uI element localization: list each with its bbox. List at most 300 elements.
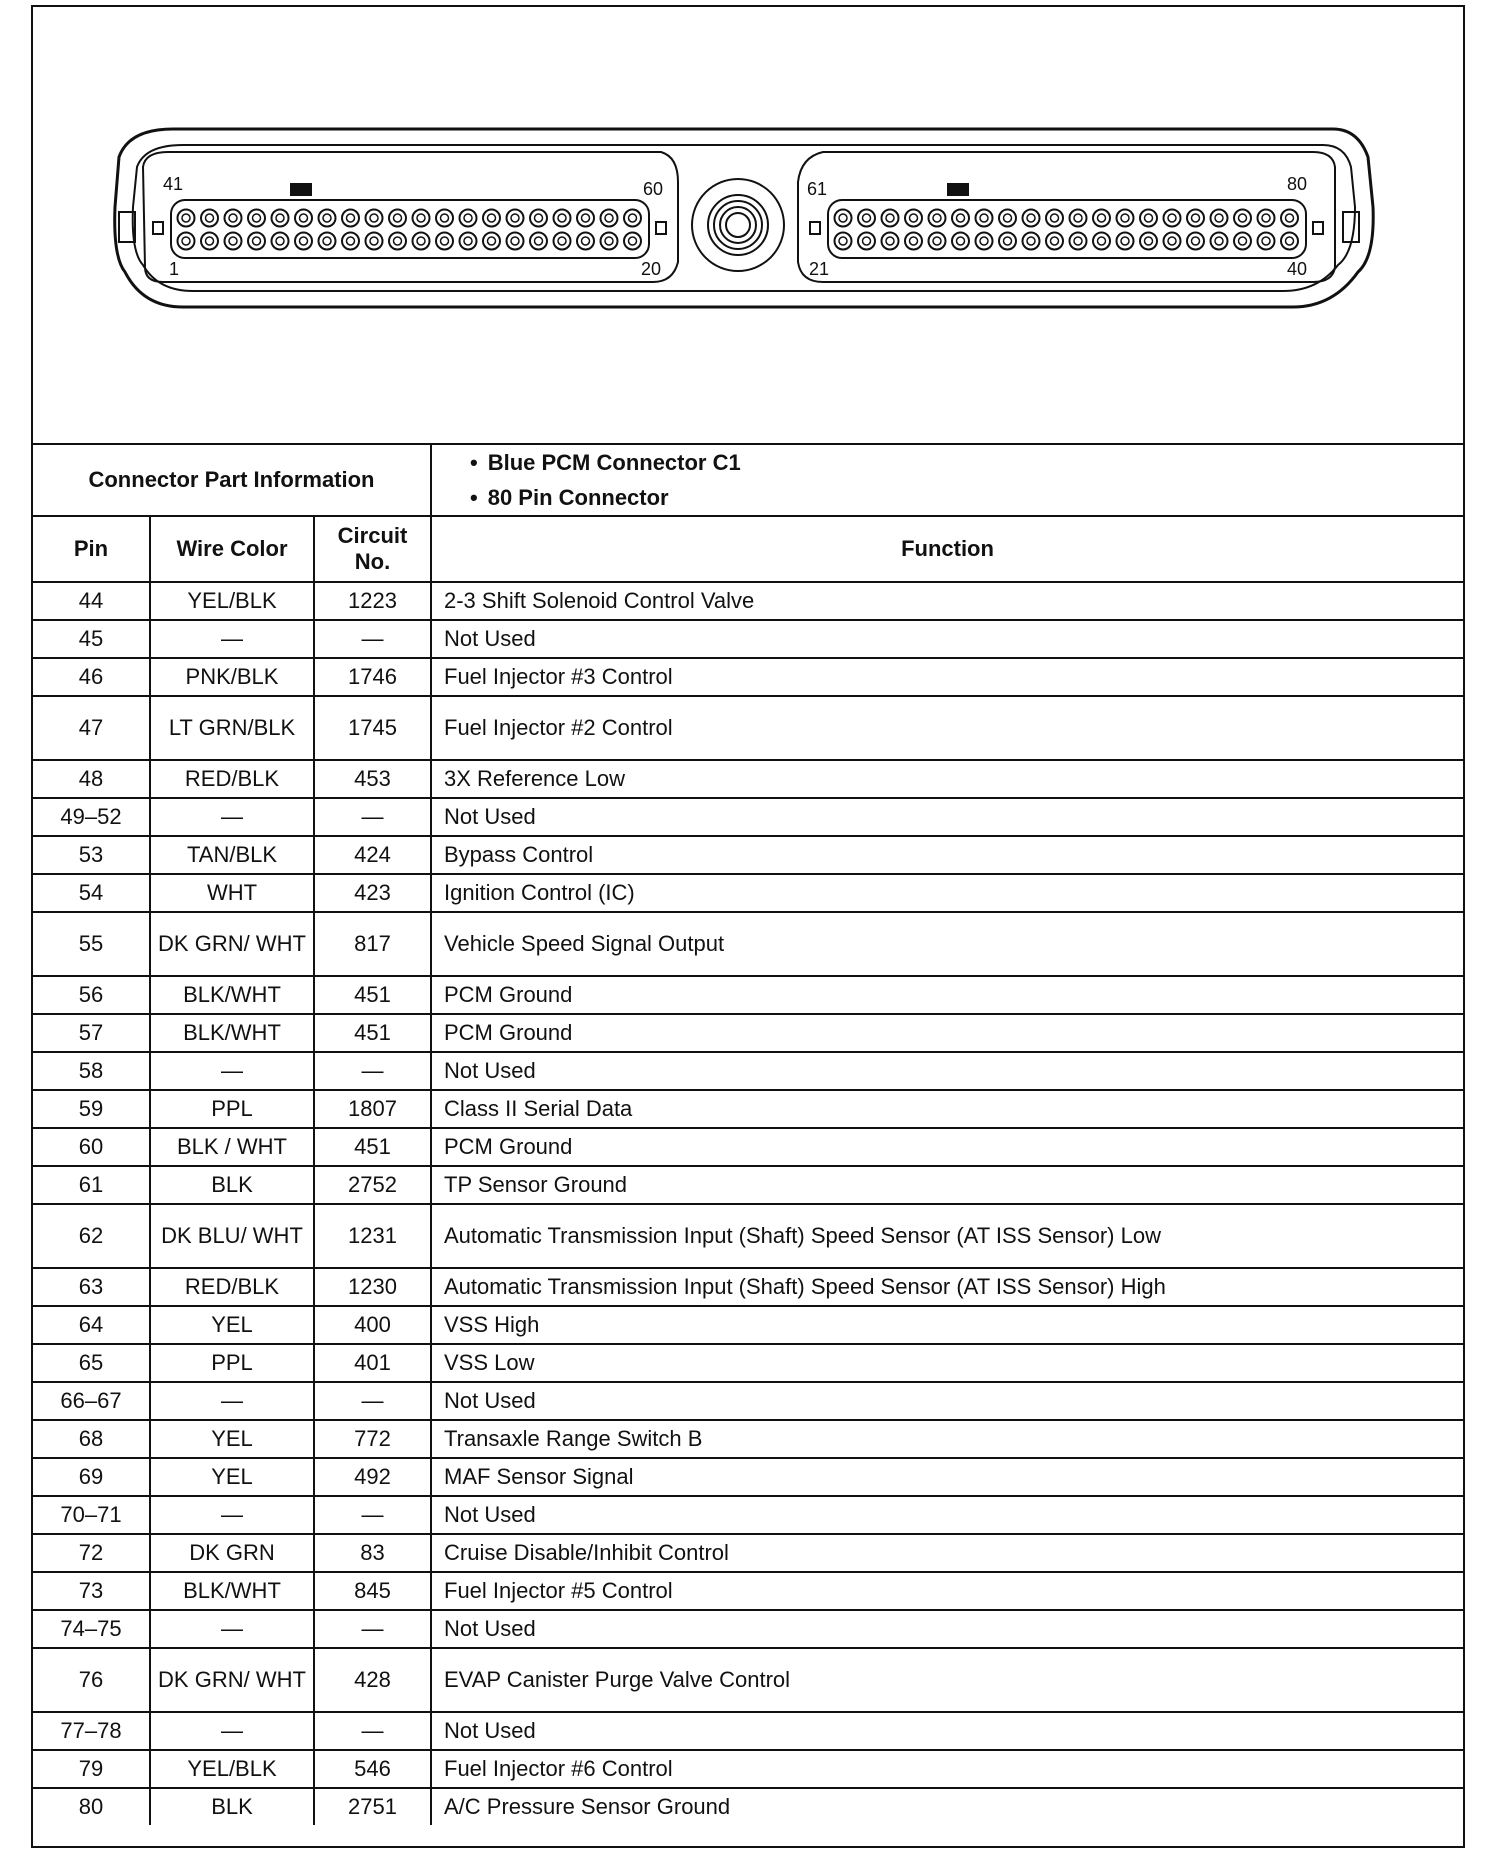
pin-label-41: 41 — [163, 174, 184, 194]
pin-socket-inner — [910, 214, 918, 222]
function-cell: 3X Reference Low — [431, 760, 1463, 798]
pin-socket — [295, 233, 312, 250]
pin-cell: 64 — [33, 1306, 150, 1344]
pin-socket-inner — [417, 214, 425, 222]
wire-color-cell: PNK/BLK — [150, 658, 314, 696]
pin-socket — [858, 233, 875, 250]
pin-socket-inner — [863, 214, 871, 222]
pin-cell: 55 — [33, 912, 150, 976]
function-cell: Transaxle Range Switch B — [431, 1420, 1463, 1458]
table-row — [33, 1750, 1463, 1788]
pin-socket — [929, 210, 946, 227]
pin-socket-inner — [582, 237, 590, 245]
pin-label-1: 1 — [169, 259, 180, 279]
circuit-cell: — — [314, 1610, 431, 1648]
pin-socket-inner — [370, 214, 378, 222]
pin-socket — [1070, 233, 1087, 250]
function-cell: Not Used — [431, 620, 1463, 658]
pin-socket — [319, 210, 336, 227]
table-row — [33, 1014, 1463, 1052]
circuit-cell: 1230 — [314, 1268, 431, 1306]
pin-socket — [342, 233, 359, 250]
pin-socket-inner — [229, 214, 237, 222]
pin-socket — [976, 233, 993, 250]
function-cell: TP Sensor Ground — [431, 1166, 1463, 1204]
pin-socket-inner — [886, 237, 894, 245]
pin-socket — [389, 210, 406, 227]
pin-socket-inner — [323, 237, 331, 245]
circuit-cell: — — [314, 1052, 431, 1090]
function-cell: Ignition Control (IC) — [431, 874, 1463, 912]
pin-socket — [413, 233, 430, 250]
pin-socket — [1093, 210, 1110, 227]
circuit-cell: — — [314, 1712, 431, 1750]
wire-color-cell: YEL — [150, 1458, 314, 1496]
function-cell: Not Used — [431, 1382, 1463, 1420]
pin-socket — [460, 233, 477, 250]
part-info-label: Connector Part Information — [33, 444, 431, 516]
pin-socket — [272, 233, 289, 250]
pin-cell: 68 — [33, 1420, 150, 1458]
circuit-cell: — — [314, 620, 431, 658]
circuit-cell: 1231 — [314, 1204, 431, 1268]
pin-socket-inner — [253, 237, 261, 245]
pinout-table — [33, 443, 1463, 1825]
wire-color-cell: PPL — [150, 1344, 314, 1382]
table-row — [33, 1496, 1463, 1534]
wire-color-cell: DK BLU/ WHT — [150, 1204, 314, 1268]
pin-socket — [1258, 233, 1275, 250]
table-row — [33, 582, 1463, 620]
pin-cell: 65 — [33, 1344, 150, 1382]
pin-socket-inner — [182, 214, 190, 222]
pin-socket-inner — [535, 237, 543, 245]
pin-cell: 77–78 — [33, 1712, 150, 1750]
circuit-cell: 424 — [314, 836, 431, 874]
circuit-cell: 1807 — [314, 1090, 431, 1128]
pin-socket-inner — [300, 214, 308, 222]
pin-socket — [601, 233, 618, 250]
pin-socket-inner — [1051, 237, 1059, 245]
pin-socket-inner — [253, 214, 261, 222]
circuit-cell: — — [314, 1496, 431, 1534]
pin-socket — [319, 233, 336, 250]
pin-socket-inner — [1286, 237, 1294, 245]
pin-socket-inner — [558, 214, 566, 222]
pin-socket-inner — [1262, 214, 1270, 222]
pin-socket — [858, 210, 875, 227]
pin-cell: 62 — [33, 1204, 150, 1268]
pin-socket — [1234, 233, 1251, 250]
circuit-cell: — — [314, 798, 431, 836]
pin-socket-inner — [1239, 214, 1247, 222]
connector-illustration — [33, 7, 1463, 443]
part-info-row — [33, 444, 1463, 516]
pin-socket — [624, 233, 641, 250]
pin-cell: 70–71 — [33, 1496, 150, 1534]
pin-cell: 76 — [33, 1648, 150, 1712]
pin-socket — [1093, 233, 1110, 250]
pin-socket-inner — [464, 214, 472, 222]
pin-socket-inner — [1121, 214, 1129, 222]
function-cell: Not Used — [431, 1052, 1463, 1090]
wire-color-cell: — — [150, 1382, 314, 1420]
pin-socket — [295, 210, 312, 227]
table-row — [33, 1712, 1463, 1750]
pin-cell: 44 — [33, 582, 150, 620]
pin-socket — [1023, 233, 1040, 250]
circuit-cell: 451 — [314, 1128, 431, 1166]
circuit-cell: 1745 — [314, 696, 431, 760]
pin-socket-inner — [511, 237, 519, 245]
circuit-cell: 1223 — [314, 582, 431, 620]
function-cell: Fuel Injector #3 Control — [431, 658, 1463, 696]
pin-socket — [225, 233, 242, 250]
pin-socket-inner — [957, 214, 965, 222]
pin-socket — [976, 210, 993, 227]
function-cell: PCM Ground — [431, 1128, 1463, 1166]
function-cell: A/C Pressure Sensor Ground — [431, 1788, 1463, 1825]
circuit-cell: 451 — [314, 976, 431, 1014]
part-info-item: • 80 Pin Connector — [470, 480, 1463, 515]
pin-cell: 49–52 — [33, 798, 150, 836]
pin-socket-inner — [1074, 237, 1082, 245]
connector-diagram — [33, 7, 1463, 445]
pin-socket — [929, 233, 946, 250]
pin-socket — [1140, 233, 1157, 250]
pin-socket — [366, 233, 383, 250]
header-circuit-line1: Circuit — [337, 523, 408, 548]
pin-socket — [577, 233, 594, 250]
table-row — [33, 1128, 1463, 1166]
pin-socket — [389, 233, 406, 250]
pin-socket-inner — [933, 214, 941, 222]
wire-color-cell: DK GRN — [150, 1534, 314, 1572]
table-row — [33, 1788, 1463, 1825]
header-pin: Pin — [33, 516, 150, 582]
pin-socket-inner — [347, 237, 355, 245]
pin-socket — [248, 210, 265, 227]
connector-document — [31, 5, 1465, 1848]
function-cell: 2-3 Shift Solenoid Control Valve — [431, 582, 1463, 620]
pin-cell: 57 — [33, 1014, 150, 1052]
wire-color-cell: BLK — [150, 1788, 314, 1825]
wire-color-cell: BLK / WHT — [150, 1128, 314, 1166]
function-cell: Automatic Transmission Input (Shaft) Speed Sensor (AT ISS Sensor) High — [431, 1268, 1463, 1306]
pin-cell: 80 — [33, 1788, 150, 1825]
pin-socket — [1070, 210, 1087, 227]
circuit-cell: 400 — [314, 1306, 431, 1344]
pin-socket-inner — [605, 214, 613, 222]
pin-socket-inner — [1192, 214, 1200, 222]
pin-socket — [436, 210, 453, 227]
wire-color-cell: RED/BLK — [150, 760, 314, 798]
pin-socket — [436, 233, 453, 250]
pin-socket-inner — [394, 214, 402, 222]
pin-socket-inner — [1192, 237, 1200, 245]
pin-socket-inner — [1239, 237, 1247, 245]
pin-socket — [1140, 210, 1157, 227]
table-row — [33, 620, 1463, 658]
table-row — [33, 1572, 1463, 1610]
pin-socket — [835, 233, 852, 250]
pin-socket-inner — [629, 237, 637, 245]
wire-color-cell: DK GRN/ WHT — [150, 1648, 314, 1712]
pin-cell: 74–75 — [33, 1610, 150, 1648]
pin-socket — [413, 210, 430, 227]
pin-socket — [530, 210, 547, 227]
circuit-cell: 401 — [314, 1344, 431, 1382]
header-wire-color: Wire Color — [150, 516, 314, 582]
wire-color-cell: DK GRN/ WHT — [150, 912, 314, 976]
pin-socket-inner — [1121, 237, 1129, 245]
pin-socket-inner — [1098, 214, 1106, 222]
pin-cell: 47 — [33, 696, 150, 760]
pin-cell: 58 — [33, 1052, 150, 1090]
pin-socket-inner — [980, 237, 988, 245]
wire-color-cell: BLK/WHT — [150, 1014, 314, 1052]
table-row — [33, 912, 1463, 976]
pin-socket-inner — [629, 214, 637, 222]
pin-socket — [248, 233, 265, 250]
pin-socket — [483, 210, 500, 227]
circuit-cell: 546 — [314, 1750, 431, 1788]
wire-color-cell: — — [150, 1712, 314, 1750]
pin-label-60: 60 — [643, 179, 664, 199]
table-row — [33, 1382, 1463, 1420]
wire-color-cell: TAN/BLK — [150, 836, 314, 874]
function-cell: Bypass Control — [431, 836, 1463, 874]
pin-socket — [1187, 210, 1204, 227]
table-row — [33, 1420, 1463, 1458]
pin-socket — [1187, 233, 1204, 250]
pin-socket — [882, 233, 899, 250]
pin-socket-inner — [886, 214, 894, 222]
pin-cell: 72 — [33, 1534, 150, 1572]
function-cell: Vehicle Speed Signal Output — [431, 912, 1463, 976]
pin-socket — [178, 210, 195, 227]
pin-socket — [952, 210, 969, 227]
function-cell: VSS Low — [431, 1344, 1463, 1382]
wire-color-cell: YEL — [150, 1420, 314, 1458]
pin-socket-inner — [276, 214, 284, 222]
pin-socket-inner — [1145, 237, 1153, 245]
pinout-rows — [33, 582, 1463, 1825]
circuit-cell: — — [314, 1382, 431, 1420]
pin-socket — [1281, 210, 1298, 227]
wire-color-cell: — — [150, 1052, 314, 1090]
pin-label-21: 21 — [809, 259, 830, 279]
pin-socket-inner — [323, 214, 331, 222]
wire-color-cell: YEL — [150, 1306, 314, 1344]
function-cell: Automatic Transmission Input (Shaft) Speed Sensor (AT ISS Sensor) Low — [431, 1204, 1463, 1268]
circuit-cell: 428 — [314, 1648, 431, 1712]
pin-socket-inner — [511, 214, 519, 222]
table-row — [33, 1306, 1463, 1344]
pin-socket-inner — [370, 237, 378, 245]
circuit-cell: 1746 — [314, 658, 431, 696]
wire-color-cell: BLK — [150, 1166, 314, 1204]
pin-socket-inner — [1215, 237, 1223, 245]
pin-socket — [1164, 233, 1181, 250]
table-row — [33, 1204, 1463, 1268]
pin-socket-inner — [1168, 214, 1176, 222]
part-info-list — [431, 444, 1463, 516]
pin-socket — [601, 210, 618, 227]
pin-socket — [507, 210, 524, 227]
circuit-cell: 453 — [314, 760, 431, 798]
pin-socket-inner — [910, 237, 918, 245]
pin-socket — [483, 233, 500, 250]
pin-socket — [577, 210, 594, 227]
pin-socket — [1023, 210, 1040, 227]
function-cell: MAF Sensor Signal — [431, 1458, 1463, 1496]
pin-label-80: 80 — [1287, 174, 1308, 194]
function-cell: Fuel Injector #5 Control — [431, 1572, 1463, 1610]
table-header — [33, 516, 1463, 582]
pin-socket-inner — [1027, 237, 1035, 245]
circuit-cell: 817 — [314, 912, 431, 976]
pin-socket — [1164, 210, 1181, 227]
pin-cell: 53 — [33, 836, 150, 874]
pin-socket — [1234, 210, 1251, 227]
pin-socket-inner — [839, 214, 847, 222]
pin-socket — [624, 210, 641, 227]
function-cell: Not Used — [431, 1712, 1463, 1750]
pin-socket-inner — [1098, 237, 1106, 245]
pin-socket — [1211, 233, 1228, 250]
pin-socket-inner — [839, 237, 847, 245]
table-row — [33, 1610, 1463, 1648]
pin-socket-inner — [229, 237, 237, 245]
function-cell: Not Used — [431, 798, 1463, 836]
pin-socket — [272, 210, 289, 227]
pin-label-20: 20 — [641, 259, 662, 279]
pin-cell: 63 — [33, 1268, 150, 1306]
wire-color-cell: YEL/BLK — [150, 582, 314, 620]
pin-socket-inner — [605, 237, 613, 245]
circuit-cell: 423 — [314, 874, 431, 912]
function-cell: PCM Ground — [431, 1014, 1463, 1052]
pin-socket-inner — [1215, 214, 1223, 222]
pin-cell: 60 — [33, 1128, 150, 1166]
table-row — [33, 696, 1463, 760]
pin-socket-inner — [535, 214, 543, 222]
pin-socket-inner — [1286, 214, 1294, 222]
function-cell: PCM Ground — [431, 976, 1463, 1014]
pin-socket — [1117, 233, 1134, 250]
header-circuit — [314, 516, 431, 582]
pin-socket-inner — [441, 214, 449, 222]
pin-cell: 54 — [33, 874, 150, 912]
table-row — [33, 874, 1463, 912]
pin-socket-inner — [957, 237, 965, 245]
pin-socket — [507, 233, 524, 250]
pin-socket-inner — [488, 214, 496, 222]
pin-socket-inner — [394, 237, 402, 245]
part-info-item: • Blue PCM Connector C1 — [470, 445, 1463, 480]
wire-color-cell: — — [150, 798, 314, 836]
pin-cell: 73 — [33, 1572, 150, 1610]
pin-socket-inner — [1027, 214, 1035, 222]
header-function: Function — [431, 516, 1463, 582]
wire-color-cell: YEL/BLK — [150, 1750, 314, 1788]
pin-socket-inner — [1004, 214, 1012, 222]
table-row — [33, 1052, 1463, 1090]
wire-color-cell: PPL — [150, 1090, 314, 1128]
pin-socket-inner — [1168, 237, 1176, 245]
function-cell: Fuel Injector #6 Control — [431, 1750, 1463, 1788]
pin-socket — [178, 233, 195, 250]
pin-socket — [1211, 210, 1228, 227]
pin-cell: 48 — [33, 760, 150, 798]
pin-socket-inner — [980, 214, 988, 222]
wire-color-cell: — — [150, 620, 314, 658]
pin-socket-inner — [1074, 214, 1082, 222]
pin-cell: 69 — [33, 1458, 150, 1496]
circuit-cell: 83 — [314, 1534, 431, 1572]
pin-label-61: 61 — [807, 179, 828, 199]
pin-socket — [366, 210, 383, 227]
wire-color-cell: — — [150, 1610, 314, 1648]
function-cell: EVAP Canister Purge Valve Control — [431, 1648, 1463, 1712]
pin-socket-inner — [1004, 237, 1012, 245]
wire-color-cell: WHT — [150, 874, 314, 912]
function-cell: Not Used — [431, 1610, 1463, 1648]
pin-cell: 46 — [33, 658, 150, 696]
pin-socket — [554, 233, 571, 250]
pin-socket-inner — [206, 214, 214, 222]
pin-socket-inner — [182, 237, 190, 245]
pin-cell: 79 — [33, 1750, 150, 1788]
pin-socket — [905, 210, 922, 227]
table-row — [33, 1268, 1463, 1306]
pin-cell: 56 — [33, 976, 150, 1014]
pin-socket — [1046, 210, 1063, 227]
wire-color-cell: BLK/WHT — [150, 976, 314, 1014]
pin-socket — [1281, 233, 1298, 250]
wire-color-cell: BLK/WHT — [150, 1572, 314, 1610]
pin-socket-inner — [417, 237, 425, 245]
pin-socket — [530, 233, 547, 250]
wire-color-cell: RED/BLK — [150, 1268, 314, 1306]
pin-cell: 59 — [33, 1090, 150, 1128]
pin-socket-inner — [300, 237, 308, 245]
pin-socket-inner — [1051, 214, 1059, 222]
pin-socket-inner — [933, 237, 941, 245]
table-row — [33, 1166, 1463, 1204]
pin-socket — [342, 210, 359, 227]
function-cell: Class II Serial Data — [431, 1090, 1463, 1128]
circuit-cell: 2751 — [314, 1788, 431, 1825]
pin-socket-inner — [441, 237, 449, 245]
table-row — [33, 658, 1463, 696]
pin-socket — [460, 210, 477, 227]
circuit-cell: 845 — [314, 1572, 431, 1610]
pin-socket — [1046, 233, 1063, 250]
pin-socket-inner — [1262, 237, 1270, 245]
pin-socket-inner — [488, 237, 496, 245]
pin-socket — [882, 210, 899, 227]
table-row — [33, 760, 1463, 798]
pin-socket-inner — [464, 237, 472, 245]
pin-socket-inner — [863, 237, 871, 245]
table-row — [33, 836, 1463, 874]
header-circuit-line2: No. — [354, 549, 391, 574]
pin-socket — [905, 233, 922, 250]
pin-socket — [999, 210, 1016, 227]
function-cell: VSS High — [431, 1306, 1463, 1344]
